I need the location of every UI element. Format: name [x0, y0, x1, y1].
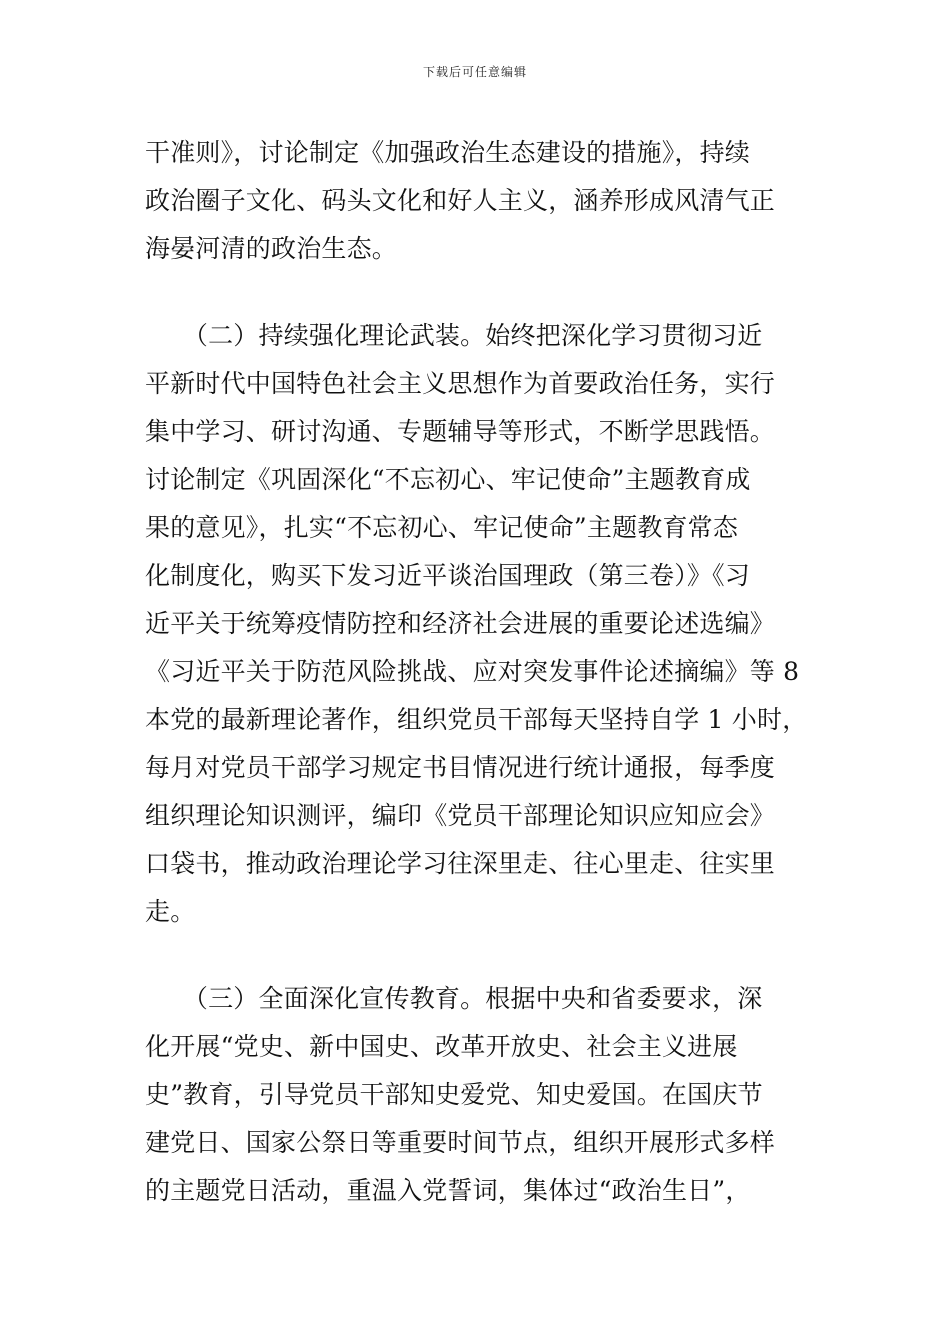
text-line: （三）全面深化宣传教育。根据中央和省委要求，深 — [145, 984, 763, 1013]
paragraph-2 — [145, 312, 809, 936]
paragraph-1 — [145, 129, 809, 273]
text-line: 《习近平关于防范风险挑战、应对突发事件论述摘编》等 8 — [145, 657, 800, 686]
text-line: （二）持续强化理论武装。始终把深化学习贯彻习近 — [145, 321, 763, 350]
text-line: 果的意见》，扎实“不忘初心、牢记使命”主题教育常态 — [145, 513, 739, 542]
text-line: 化制度化，购买下发习近平谈治国理政（第三卷）》《习 — [145, 561, 751, 590]
document-body — [145, 129, 809, 1215]
text-line: 海晏河清的政治生态。 — [145, 234, 398, 263]
text-line: 建党日、国家公祭日等重要时间节点，组织开展形式多样 — [145, 1128, 776, 1157]
text-line: 干准则》，讨论制定《加强政治生态建设的措施》，持续 — [145, 138, 751, 167]
text-line: 的主题党日活动，重温入党誓词，集体过“政治生日”， — [145, 1176, 751, 1205]
text-line: 集中学习、研讨沟通、专题辅导等形式，不断学思践悟。 — [145, 417, 776, 446]
text-line: 讨论制定《巩固深化“不忘初心、牢记使命”主题教育成 — [145, 465, 751, 494]
text-line: 平新时代中国特色社会主义思想作为首要政治任务，实行 — [145, 369, 776, 398]
text-line: 政治圈子文化、码头文化和好人主义，涵养形成风清气正 — [145, 186, 776, 215]
text-line: 口袋书，推动政治理论学习往深里走、往心里走、往实里 — [145, 849, 776, 878]
paragraph-3 — [145, 975, 809, 1215]
text-line: 史”教育，引导党员干部知史爱党、知史爱国。在国庆节 — [145, 1080, 763, 1109]
text-line: 走。 — [145, 897, 196, 926]
text-line: 每月对党员干部学习规定书目情况进行统计通报，每季度 — [145, 753, 776, 782]
text-line: 近平关于统筹疫情防控和经济社会进展的重要论述选编》 — [145, 609, 776, 638]
text-line: 化开展“党史、新中国史、改革开放史、社会主义进展 — [145, 1032, 738, 1061]
page-header: 下载后可任意编辑 — [422, 65, 527, 79]
text-line: 本党的最新理论著作，组织党员干部每天坚持自学 1 小时， — [145, 705, 808, 734]
text-line: 组织理论知识测评，编印《党员干部理论知识应知应会》 — [145, 801, 776, 830]
